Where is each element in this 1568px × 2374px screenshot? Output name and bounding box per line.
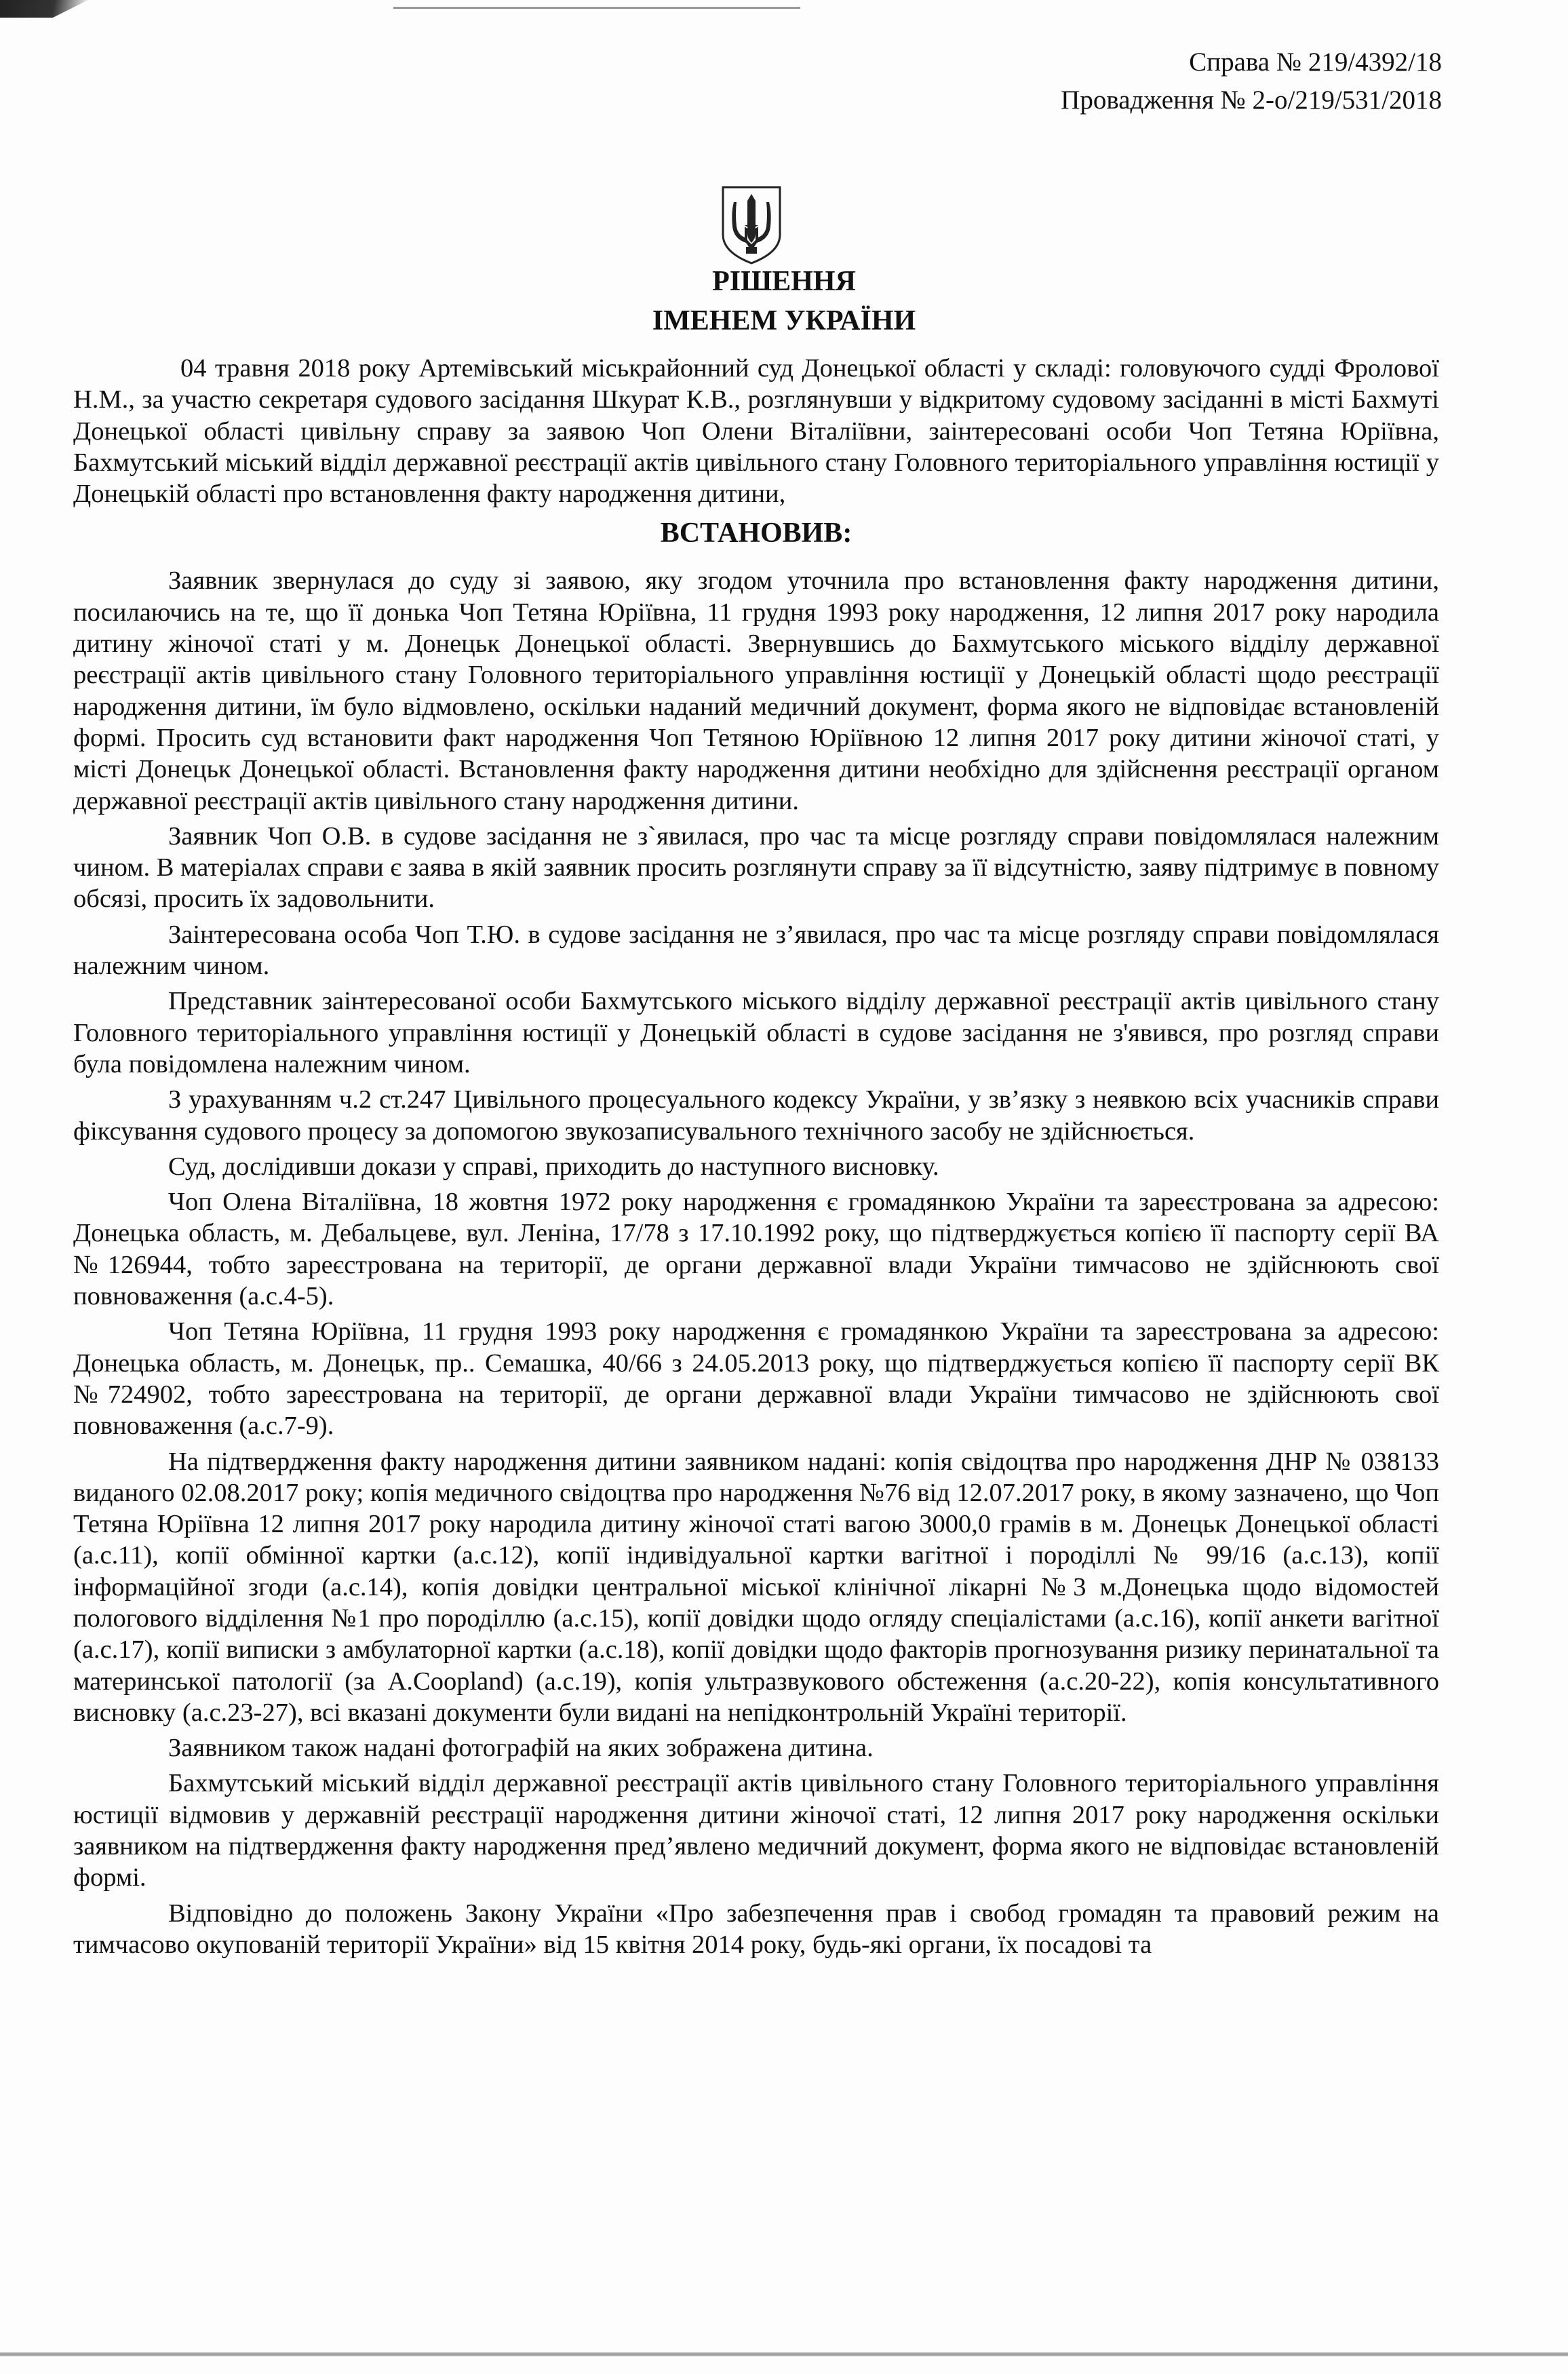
paragraph: Заявник Чоп О.В. в судове засідання не з`явилася, про час та місце розгляду справи повідомлялася належним чином. В матеріалах справи є заява в якій заявник просить розглянути справу за її відсутністю, заяву підтримує в повному обсязі, просить їх задовольнити. (73, 821, 1439, 914)
paragraph: Заявник звернулася до суду зі заявою, яку згодом уточнила про встановлення факту народження дитини, посилаючись на те, що її донька Чоп Тетяна Юріївна, 11 грудня 1993 року народження, 12 липня 2017 року народила дитину жіночої статі у м. Донецьк Донецької області. Звернувшись до Бахмутського міського відділу державної реєстрації актів цивільного стану Головного територіального управління юстиції у Донецькій області щодо реєстрації народження дитини, їм було відмовлено, оскільки наданий медичний документ, форма якого не відповідає встановленій формі. Просить суд встановити факт народження Чоп Тетяною Юріївною 12 липня 2017 року дитини жіночої статі, у місті Донецьк Донецької області. Встановлення факту народження дитини необхідно для здійснення реєстрації органом державної реєстрації актів цивільного стану народження дитини. (73, 566, 1439, 815)
ukraine-trident-icon (719, 184, 784, 266)
paragraph: Представник заінтересованої особи Бахмутського міського відділу державної реєстрації актів цивільного стану Головного територіального управління юстиції у Донецькій області в судове засідання не з'явився, про розгляд справи була повідомлена належним чином. (73, 987, 1439, 1078)
case-reference (1061, 43, 1442, 119)
section-heading: ВСТАНОВИВ: (660, 518, 852, 549)
paragraph: З урахуванням ч.2 ст.247 Цивільного процесуального кодексу України, у зв’язку з неявкою всіх учасників справи фіксування судового процесу за допомогою звукозаписувального технічного засобу не здійснюється. (73, 1085, 1439, 1146)
decision-text (73, 353, 1439, 1964)
case-number: Справа № 219/4392/18 (1189, 47, 1442, 77)
intro-paragraph: 04 травня 2018 року Артемівський міськрайонний суд Донецької області у складі: головуючого судді Фролової Н.М., за участю секретаря судового засідання Шкурат К.В., розглянувши у відкритому судовому засіданні в місті Бахмуті Донецької області цивільну справу за заявою Чоп Олени Віталіївни, заінтересовані особи Чоп Тетяна Юріївна, Бахмутський міський відділ державної реєстрації актів цивільного стану Головного територіального управління юстиції у Донецькій області про встановлення факту народження дитини, (73, 354, 1439, 509)
scan-artifact-top-left (0, 0, 88, 18)
title-decision: РІШЕННЯ (712, 266, 856, 297)
paragraph: Суд, дослідивши докази у справі, приходить до наступного висновку. (168, 1152, 939, 1181)
paragraph: На підтвердження факту народження дитини заявником надані: копія свідоцтва про народження ДНР № 038133 виданого 02.08.2017 року; копія медичного свідоцтва про народження №76 від 12.07.2017 року, в якому зазначено, що Чоп Тетяна Юріївна 12 липня 2017 року народила дитину жіночої статі вагою 3000,0 грамів в м. Донецьк Донецької області (а.с.11), копії обмінної картки (а.с.12), копії індивідуальної картки вагітної і породіллі № 99/16 (а.с.13), копії інформаційної згоди (а.с.14), копія довідки центральної міської клінічної лікарні №3 м.Донецька щодо відомостей пологового відділення №1 про породіллю (а.с.15), копії довідки щодо огляду спеціалістами (а.с.16), копії анкети вагітної (а.с.17), копії виписки з амбулаторної картки (а.с.18), копії довідки щодо факторів прогнозування ризику перинатальної та материнської патології (за A.Coopland) (а.с.19), копія ультразвукового обстеження (а.с.20-22), копія консультативного висновку (а.с.23-27), всі вказані документи були видані на непідконтрольній Україні території. (73, 1447, 1439, 1727)
scan-artifact-bottom-line (0, 2352, 1568, 2356)
paragraph: Заявником також надані фотографій на яких зображена дитина. (168, 1734, 874, 1763)
scan-artifact-top-line (393, 7, 800, 9)
paragraph: Відповідно до положень Закону України «Про забезпечення прав і свобод громадян та правовий режим на тимчасово окупованій території України» від 15 квітня 2014 року, будь-які органи, їх посадові та (73, 1899, 1439, 1959)
paragraph: Чоп Олена Віталіївна, 18 жовтня 1972 року народження є громадянкою України та зареєстрована за адресою: Донецька область, м. Дебальцеве, вул. Леніна, 17/78 з 17.10.1992 року, що підтверджується копією її паспорту серії ВА №126944, тобто зареєстрована на території, де органи державної влади України тимчасово не здійснюють свої повноваження (а.с.4-5). (73, 1188, 1439, 1311)
decision-title (0, 262, 1568, 340)
proceeding-number: Провадження № 2-о/219/531/2018 (1061, 85, 1442, 115)
paragraph: Заінтересована особа Чоп Т.Ю. в судове засідання не з’явилася, про час та місце розгляду справи повідомлялася належним чином. (73, 920, 1439, 981)
paragraph: Чоп Тетяна Юріївна, 11 грудня 1993 року народження є громадянкою України та зареєстрована за адресою: Донецька область, м. Донецьк, пр.. Семашка, 40/66 з 24.05.2013 року, що підтверджується копією її паспорту серії ВК №724902, тобто зареєстрована на території, де органи державної влади України тимчасово не здійснюють свої повноваження (а.с.7-9). (73, 1317, 1439, 1441)
title-in-name-of-ukraine: ІМЕНЕМ УКРАЇНИ (652, 305, 916, 336)
paragraph: Бахмутський міський відділ державної реєстрації актів цивільного стану Головного територіального управління юстиції відмовив у державній реєстрації народження дитини жіночої статі, 12 липня 2017 року народження оскільки заявником на підтвердження факту народження пред’явлено медичний документ, форма якого не відповідає встановленій формі. (73, 1769, 1439, 1892)
